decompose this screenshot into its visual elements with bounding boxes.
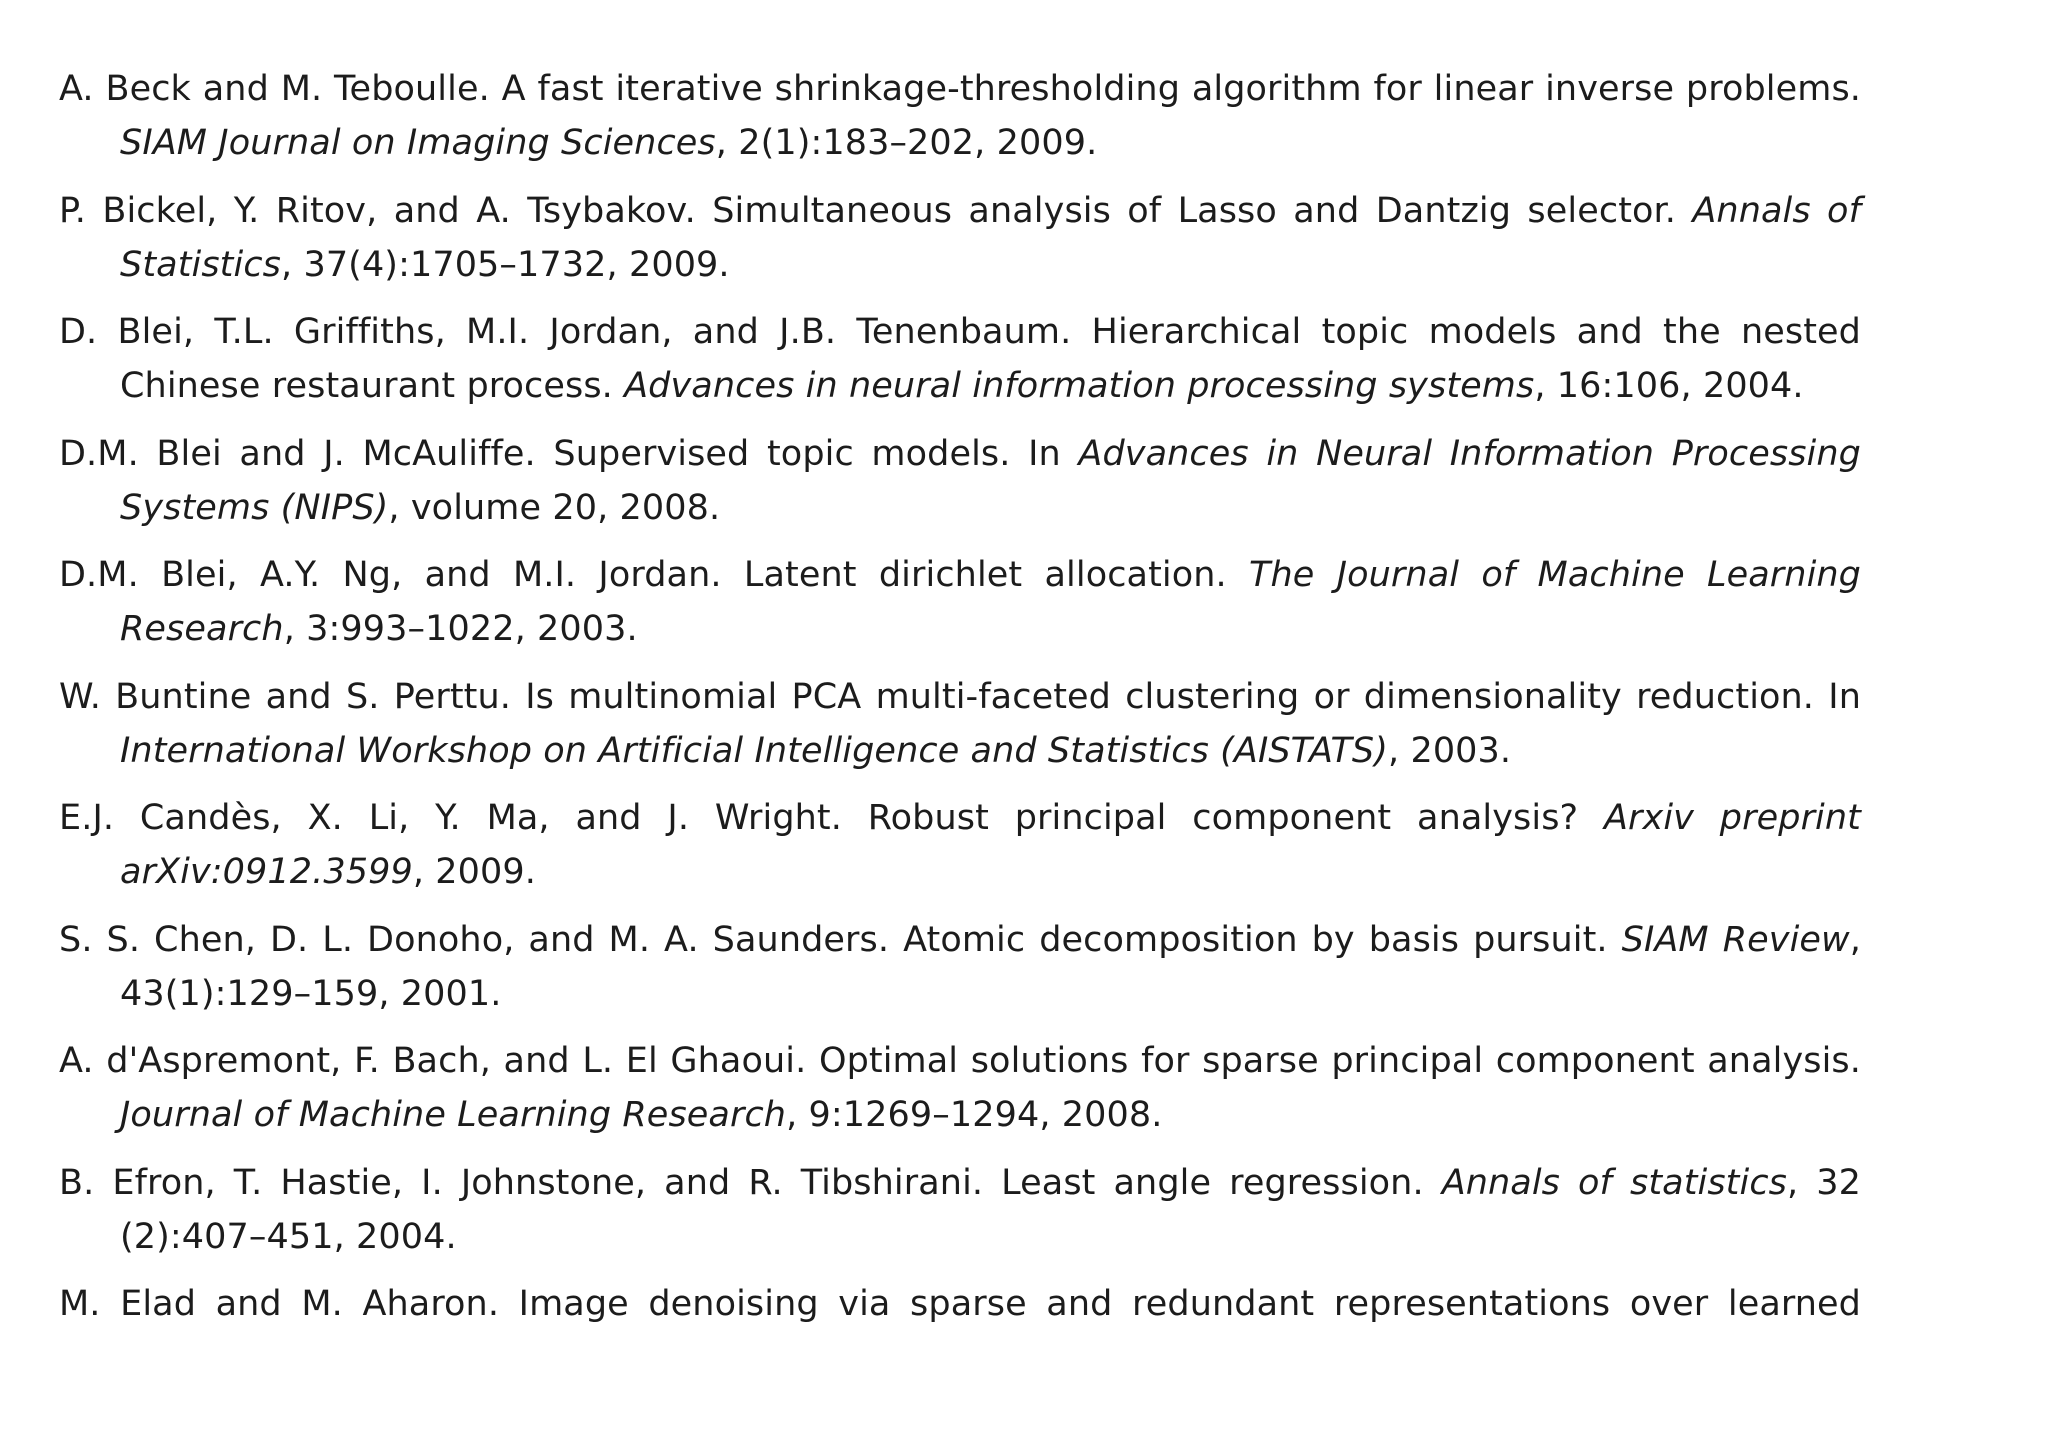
reference-title: Supervised topic models. (553, 433, 1011, 474)
reference-entry (59, 62, 1861, 170)
reference-entry (59, 305, 1861, 413)
reference-details: , 3:993–1022, 2003. (283, 609, 638, 649)
reference-entry (59, 670, 1861, 778)
reference-authors: E.J. Candès, X. Li, Y. Ma, and J. Wright. (59, 798, 842, 838)
reference-venue: Journal of Machine Learning Research (120, 1095, 787, 1135)
reference-venue: Annals of Statistics (120, 190, 1861, 285)
reference-details: , 2003. (1388, 730, 1512, 771)
reference-title: Robust principal component analysis? (867, 798, 1579, 838)
reference-venue: Arxiv preprint arXiv:0912.3599 (120, 798, 1861, 892)
reference-authors: D.M. Blei and J. McAuliffe. (59, 433, 536, 474)
reference-details: , 37(4):1705–1732, 2009. (281, 244, 730, 285)
reference-venue: The Journal of Machine Learning Research (120, 555, 1861, 649)
reference-authors: D.M. Blei, A.Y. Ng, and M.I. Jordan. (59, 555, 722, 595)
reference-details: , 43(1):129–159, 2001. (120, 919, 1861, 1014)
reference-details: , 2(1):183–202, 2009. (715, 123, 1098, 163)
reference-authors: B. Efron, T. Hastie, I. Johnstone, and R. Tibshirani. (59, 1162, 984, 1203)
reference-venue: International Workshop on Artificial Intelligence and Statistics (AISTATS) (120, 730, 1388, 771)
reference-authors: M. Elad and M. Aharon. (59, 1284, 500, 1324)
reference-venue-prefix: In (1828, 676, 1861, 717)
reference-title: Least angle regression. (1001, 1162, 1424, 1203)
reference-venue: Advances in neural information processing systems (624, 366, 1535, 406)
reference-entry (59, 1034, 1861, 1142)
reference-title: Latent dirichlet allocation. (743, 555, 1227, 595)
reference-venue: SIAM Review (1621, 919, 1850, 960)
reference-venue: Advances in Neural Information Processing Systems (NIPS) (120, 433, 1861, 528)
reference-details: , volume 20, 2008. (388, 487, 721, 528)
reference-entry (59, 184, 1861, 292)
reference-venue: Annals of statistics (1441, 1162, 1788, 1203)
reference-authors: S. S. Chen, D. L. Donoho, and M. A. Saunders. (59, 919, 890, 960)
reference-authors: A. d'Aspremont, F. Bach, and L. El Ghaoui. (59, 1041, 807, 1081)
reference-title: Optimal solutions for sparse principal component analysis. (818, 1041, 1861, 1081)
reference-entry (59, 1277, 1861, 1331)
reference-authors: W. Buntine and S. Perttu. (59, 676, 511, 717)
reference-authors: P. Bickel, Y. Ritov, and A. Tsybakov. (59, 190, 696, 231)
reference-entry (59, 791, 1861, 899)
reference-entry (59, 1156, 1861, 1264)
reference-authors: D. Blei, T.L. Griffiths, M.I. Jordan, and J.B. Tenenbaum. (59, 312, 1072, 352)
reference-details: , 9:1269–1294, 2008. (786, 1095, 1163, 1135)
reference-title: Atomic decomposition by basis pursuit. (903, 919, 1608, 960)
reference-title: Hierarchical topic models and the nested Chinese restaurant process. (120, 312, 1861, 406)
reference-entry (59, 548, 1861, 656)
reference-details: , 32 (2):407–451, 2004. (120, 1162, 1861, 1257)
reference-entry (59, 913, 1861, 1021)
reference-venue-prefix: In (1028, 433, 1079, 474)
reference-details: , 2009. (412, 852, 536, 892)
reference-title: Simultaneous analysis of Lasso and Dantzig selector. (712, 190, 1677, 231)
reference-authors: A. Beck and M. Teboulle. (59, 69, 490, 109)
reference-title: A fast iterative shrinkage-thresholding algorithm for linear inverse problems. (501, 69, 1861, 109)
reference-title: Is multinomial PCA multi-faceted clustering or dimensionality reduction. (525, 676, 1815, 717)
reference-details: , 16:106, 2004. (1534, 366, 1804, 406)
reference-entry (59, 427, 1861, 535)
reference-list (59, 62, 1861, 1345)
reference-title: Image denoising via sparse and redundant representations over learned (518, 1284, 1861, 1324)
reference-venue: SIAM Journal on Imaging Sciences (120, 123, 716, 163)
